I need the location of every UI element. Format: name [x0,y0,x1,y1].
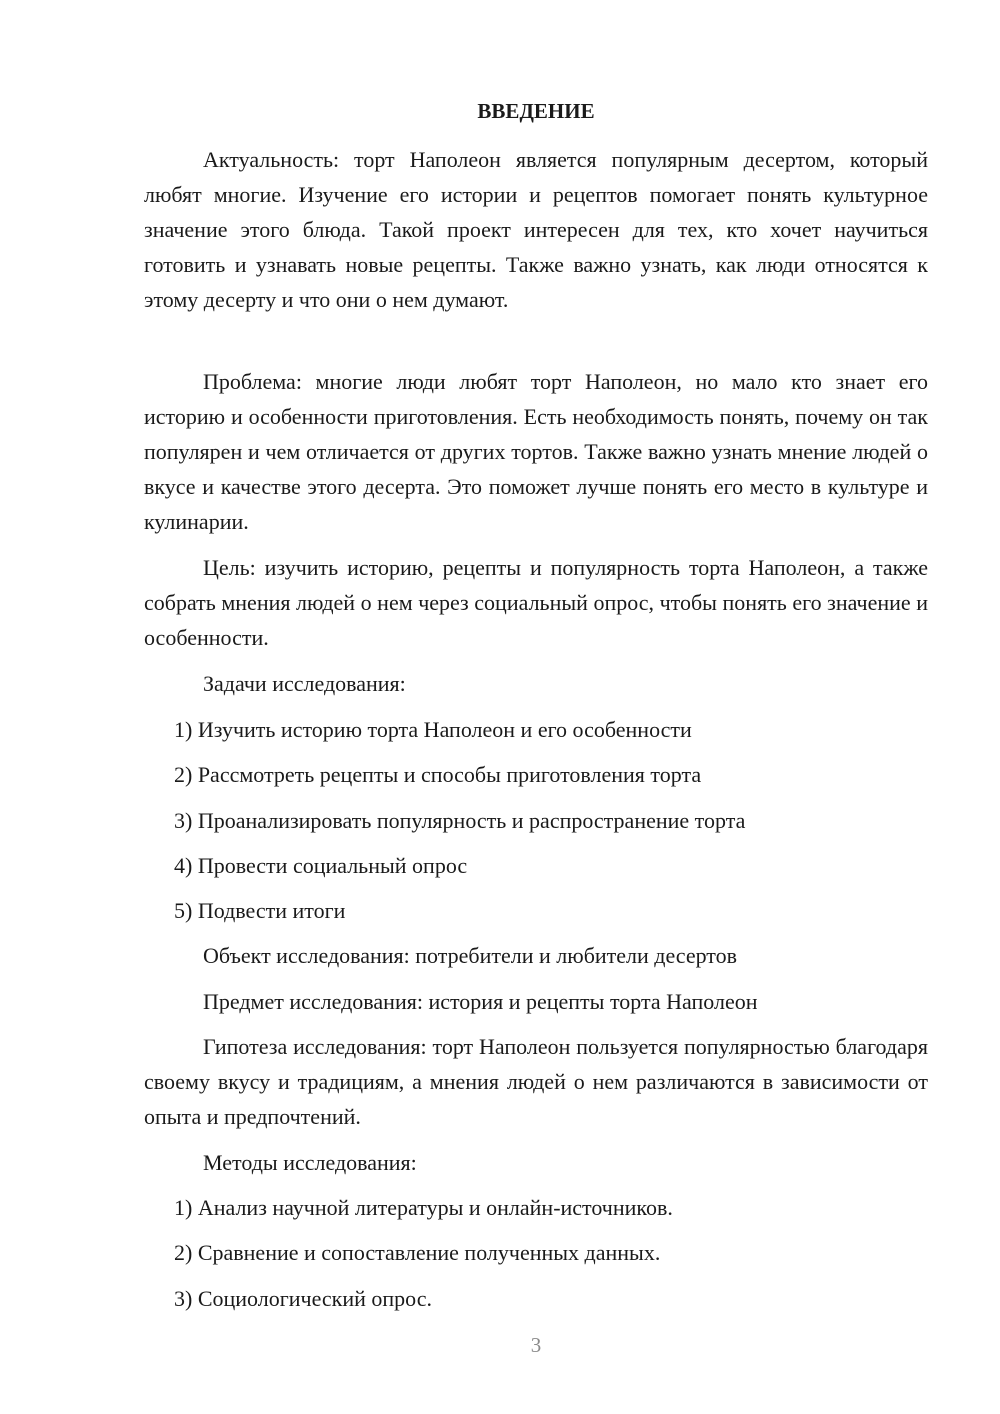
task-item: 1) Изучить историю торта Наполеон и его особенности [174,717,692,742]
document-page [144,0,928,1414]
task-item: 2) Рассмотреть рецепты и способы приготовления торта [174,762,702,787]
research-subject: Предмет исследования: история и рецепты торта Наполеон [203,989,758,1014]
research-object: Объект исследования: потребители и любители десертов [203,943,738,968]
task-item: 5) Подвести итоги [174,898,346,923]
section-heading: ВВЕДЕНИЕ [477,99,595,123]
methods-heading: Методы исследования: [203,1150,417,1175]
method-item: 2) Сравнение и сопоставление полученных данных. [174,1240,661,1265]
task-item: 3) Проанализировать популярность и распространение торта [174,808,746,833]
task-item: 4) Провести социальный опрос [174,853,468,878]
method-item: 1) Анализ научной литературы и онлайн-источников. [174,1195,673,1220]
page-number: 3 [530,1333,542,1357]
problem-paragraph: Проблема: многие люди любят торт Наполеон, но мало кто знает его историю и особенности приготовления. Есть необходимость понять, почему он так популярен и чем отличается от других тортов. Также важно узнать мнение людей о вкусе и качестве этого десерта. Это поможет лучше понять его место в культуре и кулинарии. [144,369,928,534]
tasks-heading: Задачи исследования: [203,671,406,696]
method-item: 3) Социологический опрос. [174,1286,432,1311]
hypothesis-paragraph: Гипотеза исследования: торт Наполеон пользуется популярностью благодаря своему вкусу и традициям, а мнения людей о нем различаются в зависимости от опыта и предпочтений. [144,1034,928,1129]
relevance-paragraph: Актуальность: торт Наполеон является популярным десертом, который любят многие. Изучение его истории и рецептов помогает понять культурное значение этого блюда. Такой проект интересен для тех, кто хочет научиться готовить и узнавать новые рецепты. Также важно узнать, как люди относятся к этому десерту и что они о нем думают. [144,147,928,312]
goal-paragraph: Цель: изучить историю, рецепты и популярность торта Наполеон, а также собрать мнения людей о нем через социальный опрос, чтобы понять его значение и особенности. [144,555,928,650]
